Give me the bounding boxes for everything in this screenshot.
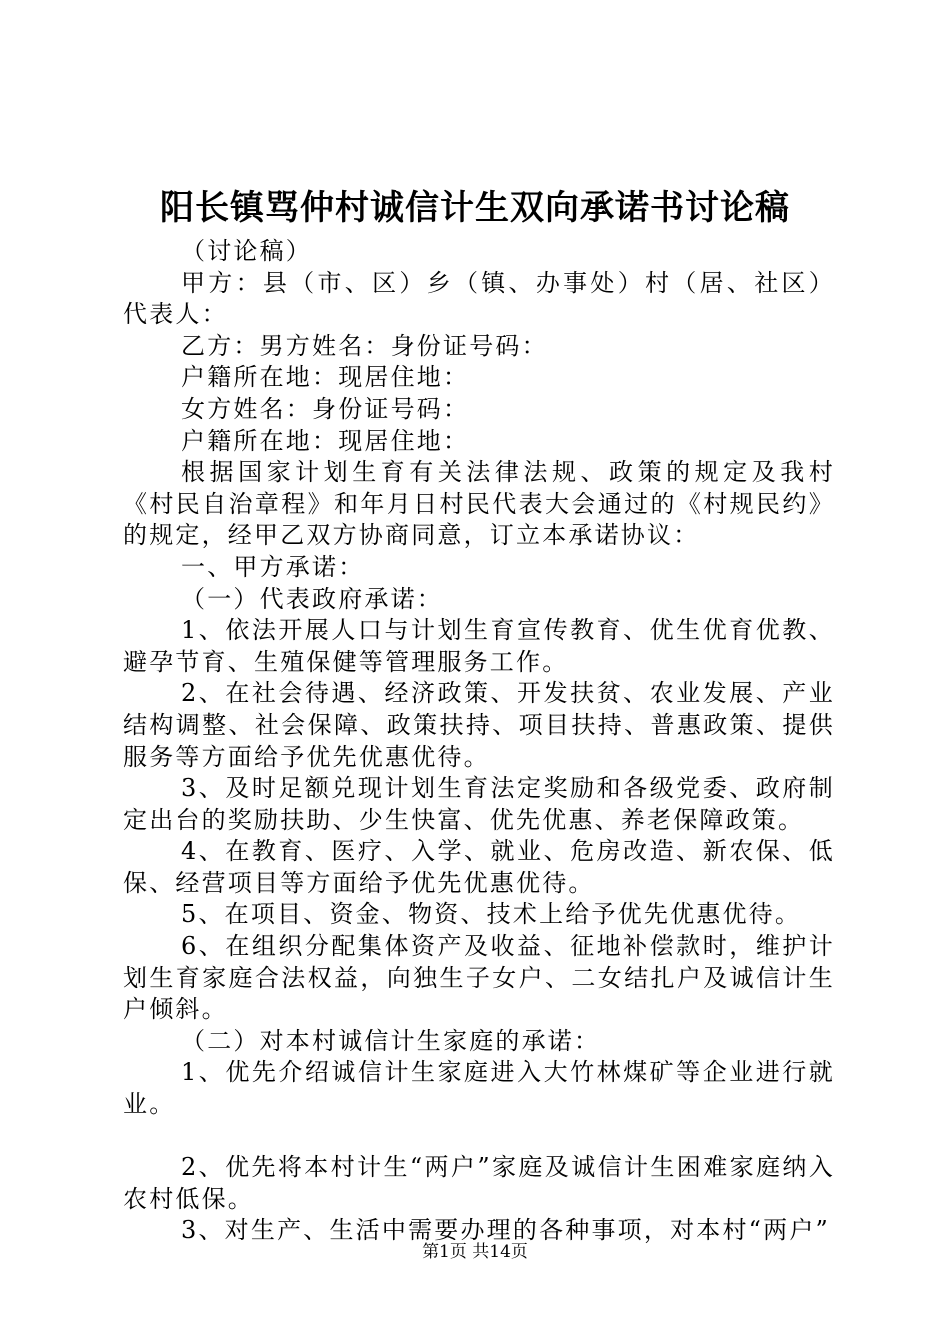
- male-residence-line: 户籍所在地：现居住地：: [181, 363, 470, 392]
- list-item: 2、优先将本村计生“两户”家庭及诚信计生困难家庭纳入农村低保。: [123, 1153, 835, 1213]
- list-item: 2、在社会待遇、经济政策、开发扶贫、农业发展、产业结构调整、社会保障、政策扶持、项目扶持、普惠政策、提供服务等方面给予优先优惠优待。: [123, 679, 835, 771]
- document-body: [123, 236, 835, 1247]
- list-item: 3、对生产、生活中需要办理的各种事项，对本村“两户”: [181, 1216, 831, 1245]
- list-item: 4、在教育、医疗、入学、就业、危房改造、新农保、低保、经营项目等方面给予优先优惠优待。: [123, 837, 835, 897]
- list-item: 1、优先介绍诚信计生家庭进入大竹林煤矿等企业进行就业。: [123, 1058, 835, 1119]
- section-heading: 一、甲方承诺：: [181, 552, 365, 581]
- preamble-paragraph: 根据国家计划生育有关法律法规、政策的规定及我村《村民自治章程》和年月日村民代表大会通过的《村规民约》的规定，经甲乙双方协商同意，订立本承诺协议：: [123, 458, 835, 550]
- list-item: 6、在组织分配集体资产及收益、征地补偿款时，维护计划生育家庭合法权益，向独生子女户、二女结扎户及诚信计生户倾斜。: [123, 932, 835, 1024]
- list-item: 1、依法开展人口与计划生育宣传教育、优生优育优教、避孕节育、生殖保健等管理服务工作。: [123, 616, 835, 676]
- draft-note: （讨论稿）: [181, 237, 312, 265]
- page-footer: 第1页 共14页: [422, 1242, 528, 1262]
- list-item: 5、在项目、资金、物资、技术上给予优先优惠优待。: [181, 900, 802, 929]
- female-name-line: 女方姓名：身份证号码：: [181, 394, 470, 423]
- subsection-heading: （二）对本村诚信计生家庭的承诺：: [181, 1026, 601, 1055]
- party-b-male-line: 乙方：男方姓名：身份证号码：: [181, 331, 548, 360]
- subsection-heading: （一）代表政府承诺：: [181, 584, 443, 613]
- document-title: 阳长镇骂仲村诚信计生双向承诺书讨论稿: [160, 188, 790, 228]
- female-residence-line: 户籍所在地：现居住地：: [181, 426, 470, 455]
- list-item: 3、及时足额兑现计划生育法定奖励和各级党委、政府制定出台的奖励扶助、少生快富、优先优惠、养老保障政策。: [123, 774, 835, 834]
- party-a-line: 甲方：县（市、区）乡（镇、办事处）村（居、社区）代表人：: [123, 268, 835, 329]
